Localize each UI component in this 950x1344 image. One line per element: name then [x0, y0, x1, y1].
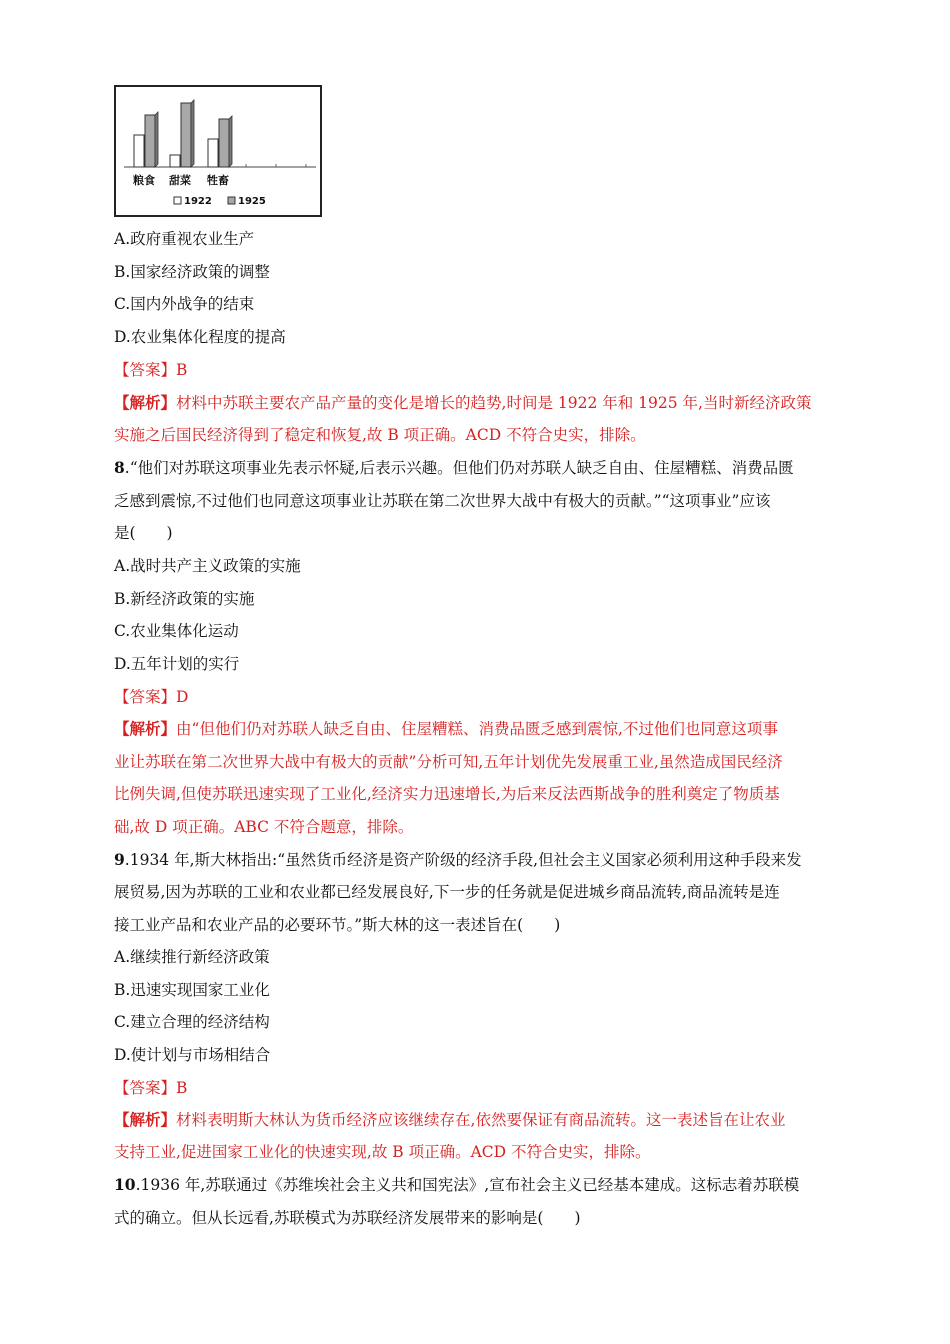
- q9-stem-line-1: [114, 850, 844, 870]
- q9-analysis-line-1: [114, 1110, 844, 1130]
- q8-analysis-line-3: 比例失调,但使苏联迅速实现了工业化,经济实力迅速增长,为后来反法西斯战争的胜利奠定了物质基: [114, 785, 780, 803]
- q8-stem-line-2: 乏感到震惊,不过他们也同意这项事业让苏联在第二次世界大战中有极大的贡献。”“这项事业”应该: [114, 492, 771, 510]
- q8-option-c: C.农业集体化运动: [114, 622, 239, 640]
- q8-analysis-line-1: [114, 719, 844, 739]
- q7-analysis-line-1: [114, 393, 844, 413]
- bar-depth-甜菜: [191, 100, 194, 167]
- q9-stem-line-3: 接工业产品和农业产品的必要环节。”斯大林的这一表述旨在( ): [114, 916, 561, 934]
- bar-牲畜-1925: [219, 119, 229, 167]
- legend-label-1922: 1922: [184, 196, 212, 207]
- bar-甜菜-1922: [170, 155, 180, 167]
- q8-option-b: B.新经济政策的实施: [114, 590, 255, 608]
- q9-option-a: A.继续推行新经济政策: [114, 948, 270, 966]
- x-tick-label-甜菜: 甜菜: [169, 174, 191, 187]
- q8-option-d: D.五年计划的实行: [114, 655, 240, 673]
- q10-number: 10: [114, 1175, 136, 1194]
- x-tick-label-牲畜: 牲畜: [207, 174, 229, 187]
- q10-stem-line-2: 式的确立。但从长远看,苏联模式为苏联经济发展带来的影响是( ): [114, 1209, 581, 1227]
- bar-chart-figure: [114, 85, 322, 217]
- q7-option-d: D.农业集体化程度的提高: [114, 328, 286, 346]
- q8-analysis-line-2: 业让苏联在第二次世界大战中有极大的贡献”分析可知,五年计划优先发展重工业,虽然造成国民经济: [114, 753, 783, 771]
- q7-analysis-line-2: 实施之后国民经济得到了稳定和恢复,故 B 项正确。ACD 不符合史实，排除。: [114, 426, 646, 444]
- q9-option-d: D.使计划与市场相结合: [114, 1046, 271, 1064]
- q8-stem-line-1: [114, 458, 844, 478]
- bar-depth-粮食: [155, 112, 158, 167]
- bar-粮食-1922: [134, 135, 144, 167]
- q8-answer: 【答案】D: [114, 688, 189, 706]
- q10-stem-line-1: [114, 1175, 844, 1195]
- q7-option-c: C.国内外战争的结束: [114, 295, 255, 313]
- q8-analysis-text-1: 由“但他们仍对苏联人缺乏自由、住屋糟糕、消费品匮乏感到震惊,不过他们也同意这项事: [176, 720, 778, 738]
- q9-option-b: B.迅速实现国家工业化: [114, 981, 270, 999]
- bar-甜菜-1925: [181, 103, 191, 167]
- bar-depth-牲畜: [229, 116, 232, 167]
- q8-stem-line-3: 是( ): [114, 524, 173, 542]
- q8-option-a: A.战时共产主义政策的实施: [114, 557, 301, 575]
- legend-label-1925: 1925: [238, 196, 266, 207]
- q8-analysis-tag: 【解析】: [114, 719, 177, 738]
- q9-stem-line-2: 展贸易,因为苏联的工业和农业都已经发展良好,下一步的任务就是促进城乡商品流转,商品流转是连: [114, 883, 780, 901]
- x-tick-label-粮食: 粮食: [133, 174, 155, 187]
- legend-swatch-1922: [174, 197, 181, 204]
- q7-option-a: A.政府重视农业生产: [114, 230, 255, 248]
- q7-analysis-text-1: 材料中苏联主要农产品产量的变化是增长的趋势,时间是 1922 年和 1925 年,当时新经济政策: [176, 394, 812, 412]
- bar-chart: [116, 87, 324, 219]
- q9-option-c: C.建立合理的经济结构: [114, 1013, 270, 1031]
- q9-number: 9: [114, 850, 125, 869]
- q7-option-b: B.国家经济政策的调整: [114, 263, 270, 281]
- bar-粮食-1925: [145, 115, 155, 167]
- q9-analysis-text-1: 材料表明斯大林认为货币经济应该继续存在,依然要保证有商品流转。这一表述旨在让农业: [176, 1111, 786, 1129]
- q7-answer: 【答案】B: [114, 361, 188, 379]
- q9-answer: 【答案】B: [114, 1079, 188, 1097]
- q8-stem-text-1: .“他们对苏联这项事业先表示怀疑,后表示兴趣。但他们仍对苏联人缺乏自由、住屋糟糕、消费品匮: [124, 459, 794, 477]
- q9-analysis-line-2: 支持工业,促进国家工业化的快速实现,故 B 项正确。ACD 不符合史实，排除。: [114, 1143, 651, 1161]
- q9-stem-text-1: .1934 年,斯大林指出:“虽然货币经济是资产阶级的经济手段,但社会主义国家必须利用这种手段来发: [124, 851, 802, 869]
- legend-swatch-1925: [228, 197, 235, 204]
- q9-analysis-tag: 【解析】: [114, 1110, 177, 1129]
- bar-牲畜-1922: [208, 139, 218, 167]
- q7-analysis-tag: 【解析】: [114, 393, 177, 412]
- q10-stem-text-1: .1936 年,苏联通过《苏维埃社会主义共和国宪法》,宣布社会主义已经基本建成。这标志着苏联模: [135, 1176, 800, 1194]
- q8-number: 8: [114, 458, 125, 477]
- q8-analysis-line-4: 础,故 D 项正确。ABC 不符合题意，排除。: [114, 818, 414, 836]
